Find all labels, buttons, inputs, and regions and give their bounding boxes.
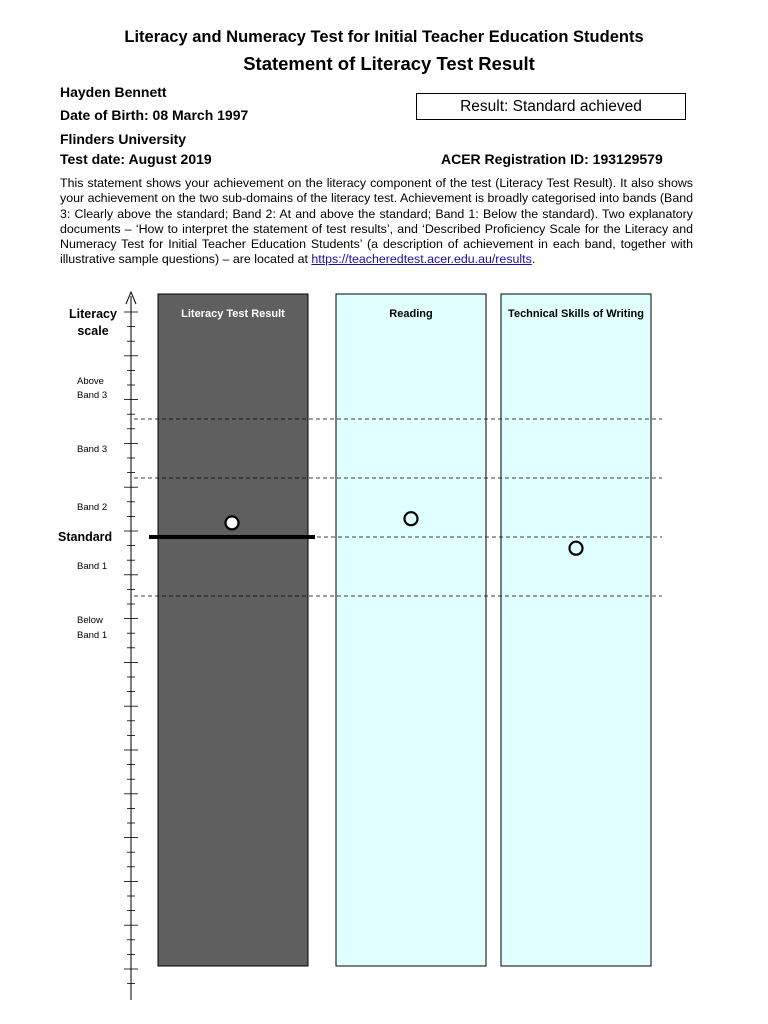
date-of-birth: Date of Birth: 08 March 1997	[60, 107, 249, 123]
band-label: Above	[77, 376, 104, 387]
candidate-name: Hayden Bennett	[60, 84, 167, 100]
column-title: Reading	[389, 308, 433, 320]
band-label: Band 1	[77, 561, 108, 572]
description-end: .	[531, 252, 536, 267]
column-title: Technical Skills of Writing	[508, 308, 644, 320]
result-box: Result: Standard achieved	[416, 93, 686, 120]
test-date: Test date: August 2019	[60, 151, 212, 167]
literacy-scale-chart	[0, 286, 768, 1006]
institution: Flinders University	[60, 131, 187, 147]
band-label: Band 3	[77, 444, 108, 455]
description-text: This statement shows your achievement on the literacy component of the test (Literacy Test Result). It also shows your achievement on the two sub-domains of the literacy test. Achievement is broadly categorised into bands (Band 3: Clearly above the standard; Band 2: At and above the standard; Band 1: Below the standard). Two explanatory documents – ‘How to interpret the statement of test results’, and ‘Described Proficiency Scale for the Literacy and Numeracy Test for Initial Teacher Education Students’ (a description of achievement in each band, together with illustrative sample questions) – are located at	[60, 176, 693, 267]
report-subtitle: Statement of Literacy Test Result	[243, 53, 535, 74]
report-title: Literacy and Numeracy Test for Initial Teacher Education Students	[124, 28, 644, 46]
standard-label: Standard	[58, 530, 113, 544]
column-3	[501, 294, 651, 966]
results-link[interactable]: https://teacheredtest.acer.edu.au/results	[311, 252, 532, 267]
band-label: Band 3	[77, 390, 108, 401]
column-2	[336, 294, 486, 966]
result-marker	[570, 542, 583, 555]
band-label: Band 1	[77, 630, 108, 641]
column-1	[158, 294, 308, 966]
description-paragraph	[60, 176, 693, 268]
axis-title: scale	[77, 324, 109, 338]
result-marker	[405, 512, 418, 525]
column-title: Literacy Test Result	[181, 308, 285, 320]
registration-id: ACER Registration ID: 193129579	[441, 151, 663, 167]
axis-title: Literacy	[69, 307, 117, 321]
result-marker	[226, 516, 239, 529]
band-label: Band 2	[77, 502, 108, 513]
band-label: Below	[77, 615, 103, 626]
